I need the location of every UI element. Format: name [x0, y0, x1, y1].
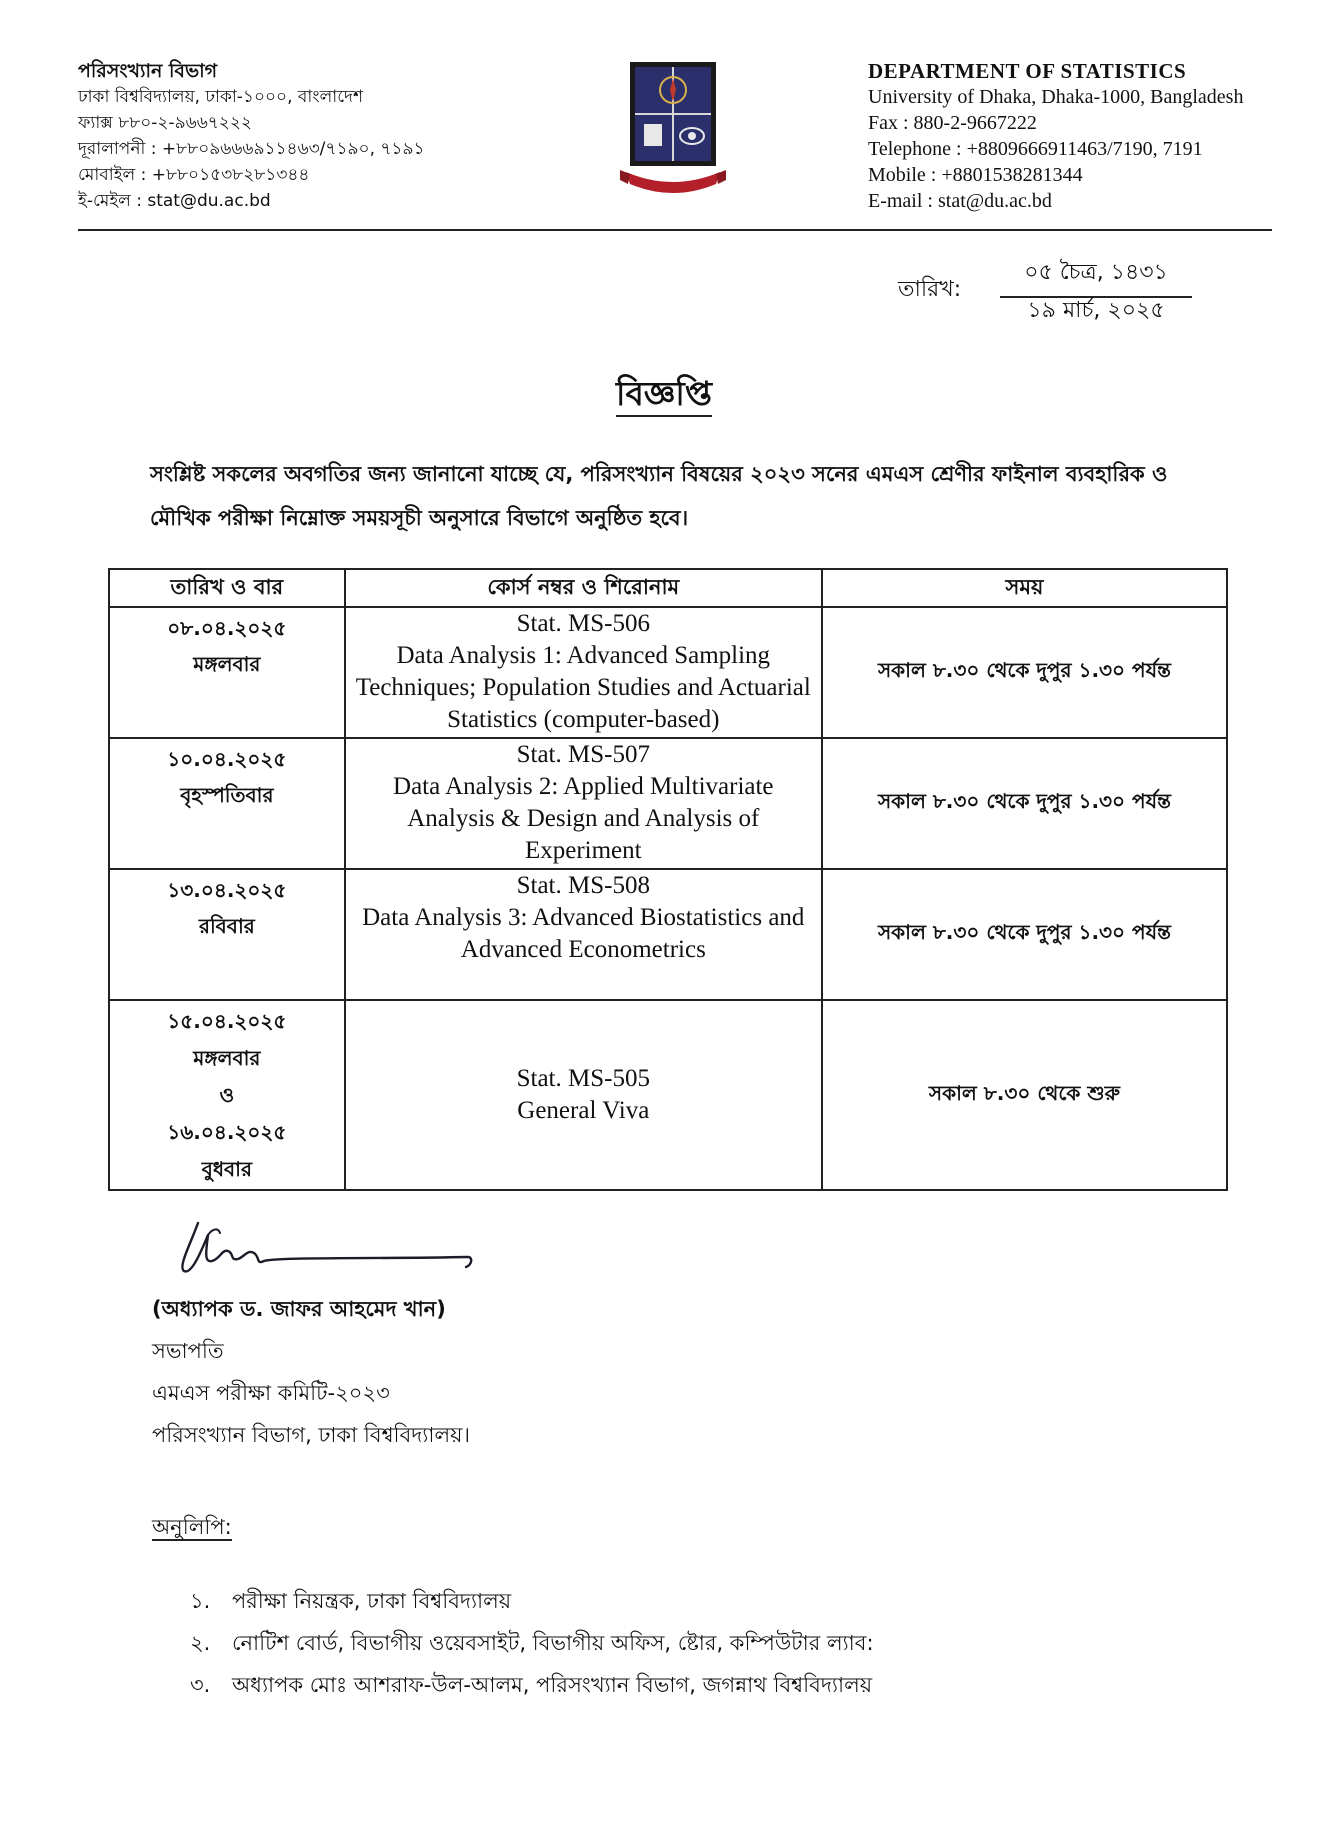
list-item	[190, 1580, 874, 1622]
course-code: Stat. MS-508	[516, 872, 650, 899]
exam-day: মঙ্গলবার	[193, 652, 261, 676]
table-row	[109, 607, 1227, 738]
exam-date: ০৮.০৪.২০২৫	[167, 616, 287, 640]
header-course: কোর্স নম্বর ও শিরোনাম	[345, 569, 822, 607]
notice-title	[0, 368, 1328, 424]
email-bn: ই-মেইল : stat@du.ac.bd	[78, 191, 271, 211]
time-cell: সকাল ৮.৩০ থেকে দুপুর ১.৩০ পর্যন্ত	[822, 607, 1227, 738]
table-row	[109, 1000, 1227, 1190]
list-item-number: ৩.	[190, 1673, 211, 1697]
notice-intro: সংশ্লিষ্ট সকলের অবগতির জন্য জানানো যাচ্ছে যে, পরিসংখ্যান বিষয়ের ২০২৩ সনের এমএস শ্রেণীর ফাইনাল ব্যবহারিক ও মৌখিক পরীক্ষা নিম্নোক্ত সময়সূচী অনুসারে বিভাগে অনুষ্ঠিত হবে।	[150, 462, 1168, 530]
time-cell: সকাল ৮.৩০ থেকে দুপুর ১.৩০ পর্যন্ত	[822, 738, 1227, 869]
copy-to-label-text: অনুলিপি:	[152, 1515, 232, 1539]
mobile-bn: মোবাইল : +৮৮০১৫৩৮২৮১৩৪৪	[78, 165, 310, 185]
exam-day: বৃহস্পতিবার	[180, 783, 274, 807]
address-bn: ঢাকা বিশ্ববিদ্যালয়, ঢাকা-১০০০, বাংলাদেশ	[78, 87, 364, 107]
date-day-cell	[109, 869, 345, 1000]
list-item	[190, 1664, 874, 1706]
letterhead-divider	[78, 229, 1272, 231]
header-time: সময়	[822, 569, 1227, 607]
exam-day: মঙ্গলবার	[193, 1046, 261, 1070]
table-header-row	[109, 569, 1227, 607]
letterhead-bengali	[78, 58, 425, 214]
course-cell	[345, 607, 822, 738]
course-cell	[345, 869, 822, 1000]
list-item-number: ২.	[190, 1631, 211, 1655]
table-row	[109, 869, 1227, 1000]
exam-date-2: ১৬.০৪.২০২৫	[167, 1120, 287, 1144]
fax-bn: ফ্যাক্স ৮৮০-২-৯৬৬৭২২২	[78, 113, 252, 133]
exam-date: ১০.০৪.২০২৫	[167, 747, 287, 771]
exam-date: ১৩.০৪.২০২৫	[167, 878, 287, 902]
letterhead-english	[868, 58, 1243, 214]
date-bengali: ০৫ চৈত্র, ১৪৩১	[1000, 255, 1192, 298]
signatory-block	[152, 1288, 470, 1456]
date-gregorian: ১৯ মার্চ, ২০২৫	[1027, 298, 1165, 323]
course-title: General Viva	[517, 1097, 650, 1124]
handwritten-signature	[168, 1215, 498, 1285]
address-en: University of Dhaka, Dhaka-1000, Bangladesh	[868, 86, 1244, 108]
list-item	[190, 1622, 874, 1664]
course-code: Stat. MS-507	[516, 741, 650, 768]
date-conjunction: ও	[219, 1083, 235, 1107]
phone-en: Telephone : +8809666911463/7190, 7191	[868, 138, 1203, 160]
email-en: E-mail : stat@du.ac.bd	[868, 190, 1052, 212]
signatory-designation: সভাপতি	[152, 1339, 224, 1363]
exam-date: ১৫.০৪.২০২৫	[167, 1009, 287, 1033]
signatory-department: পরিসংখ্যান বিভাগ, ঢাকা বিশ্ববিদ্যালয়।	[152, 1423, 470, 1447]
exam-schedule-table	[108, 568, 1228, 1191]
date-day-cell	[109, 1000, 345, 1190]
list-item-number: ১.	[190, 1589, 211, 1613]
course-code: Stat. MS-506	[516, 610, 650, 637]
list-item-text: অধ্যাপক মোঃ আশরাফ-উল-আলম, পরিসংখ্যান বিভাগ, জগন্নাথ বিশ্ববিদ্যালয়	[232, 1673, 873, 1697]
notice-title-text: বিজ্ঞপ্তি	[616, 374, 712, 417]
exam-day: রবিবার	[198, 914, 255, 938]
list-item-text: নোটিশ বোর্ড, বিভাগীয় ওয়েবসাইট, বিভাগীয় অফিস, ষ্টোর, কম্পিউটার ল্যাব:	[232, 1631, 874, 1655]
header-date-day: তারিখ ও বার	[109, 569, 345, 607]
university-seal-icon	[620, 60, 726, 200]
date-day-cell	[109, 738, 345, 869]
list-item-text: পরীক্ষা নিয়ন্ত্রক, ঢাকা বিশ্ববিদ্যালয়	[232, 1589, 512, 1613]
course-code: Stat. MS-505	[516, 1065, 650, 1092]
fax-en: Fax : 880-2-9667222	[868, 112, 1037, 134]
course-title: Data Analysis 3: Advanced Biostatistics and Advanced Econometrics	[362, 904, 805, 963]
course-title: Data Analysis 2: Applied Multivariate Analysis & Design and Analysis of Experiment	[393, 773, 774, 864]
signatory-committee: এমএস পরীক্ষা কমিটি-২০২৩	[152, 1381, 390, 1405]
copy-to-label	[152, 1511, 232, 1546]
signatory-name: (অধ্যাপক ড. জাফর আহমেদ খান)	[152, 1297, 446, 1321]
mobile-en: Mobile : +8801538281344	[868, 164, 1083, 186]
exam-day-2: বুধবার	[201, 1157, 252, 1181]
course-cell	[345, 738, 822, 869]
copy-to-list	[190, 1580, 874, 1706]
department-name-bn: পরিসংখ্যান বিভাগ	[78, 60, 218, 82]
date-label: তারিখ:	[898, 277, 962, 302]
phone-bn: দূরালাপনী : +৮৮০৯৬৬৬৯১১৪৬৩/৭১৯০, ৭১৯১	[78, 139, 425, 159]
time-cell: সকাল ৮.৩০ থেকে শুরু	[822, 1000, 1227, 1190]
course-cell	[345, 1000, 822, 1190]
table-row	[109, 738, 1227, 869]
date-day-cell	[109, 607, 345, 738]
time-cell: সকাল ৮.৩০ থেকে দুপুর ১.৩০ পর্যন্ত	[822, 869, 1227, 1000]
course-title: Data Analysis 1: Advanced Sampling Techniques; Population Studies and Actuarial Statistics (computer-based)	[355, 642, 811, 733]
department-name-en: DEPARTMENT OF STATISTICS	[868, 59, 1187, 83]
